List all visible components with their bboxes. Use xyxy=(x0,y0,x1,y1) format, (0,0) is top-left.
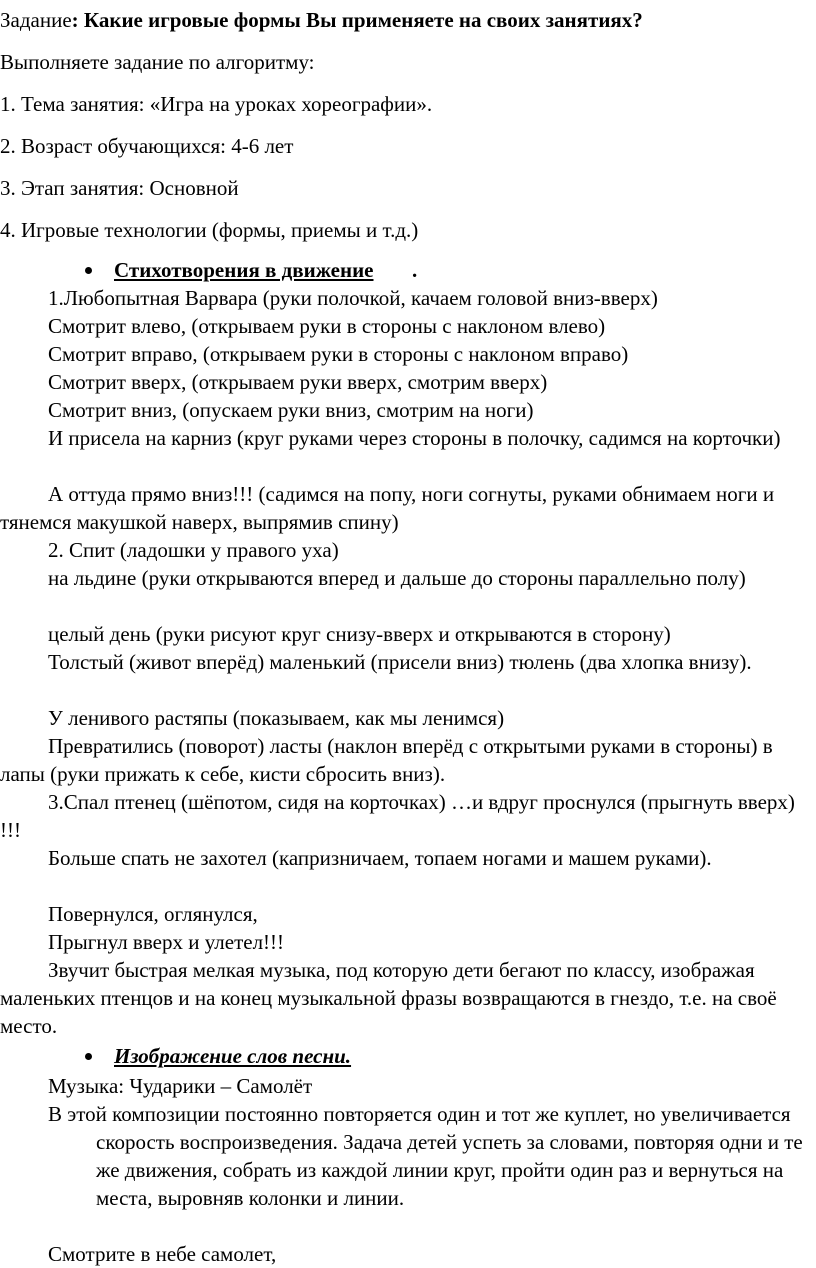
poem-line: Смотрит вниз, (опускаем руки вниз, смотрим на ноги) xyxy=(48,398,534,422)
section2-heading: Изображение слов песни. xyxy=(114,1044,352,1068)
poem-line: А оттуда прямо вниз!!! (садимся на попу, ноги согнуты, руками обнимаем ноги и тянемся макушкой наверх, выпрямив спину) xyxy=(0,482,775,534)
poem-line: 1.Любопытная Варвара (руки полочкой, качаем головой вниз-вверх) xyxy=(48,286,658,310)
poem-line: Повернулся, оглянулся, xyxy=(48,902,258,926)
poem-line: Звучит быстрая мелкая музыка, под которую дети бегают по классу, изображая маленьких птенцов и на конец музыкальной фразы возвращаются в гнездо, т.е. на своё место. xyxy=(0,958,777,1038)
poem-line: Смотрит вверх, (открываем руки вверх, смотрим вверх) xyxy=(48,370,548,394)
poem-line: У ленивого растяпы (показываем, как мы ленимся) xyxy=(48,706,505,730)
poem-line: Толстый (живот вперёд) маленький (присели вниз) тюлень (два хлопка внизу). xyxy=(48,650,752,674)
song-last-line: Смотрите в небе самолет, xyxy=(48,1242,277,1266)
task-line xyxy=(0,6,643,34)
poem-line: на льдине (руки открываются вперед и дальше до стороны параллельно полу) xyxy=(48,566,746,590)
algorithm-item-2: 2. Возраст обучающихся: 4-6 лет xyxy=(0,134,294,158)
task-question: : Какие игровые формы Вы применяете на своих занятиях? xyxy=(71,8,643,32)
task-label: Задание xyxy=(0,8,72,32)
algorithm-item-4: 4. Игровые технологии (формы, приемы и т.д.) xyxy=(0,218,419,242)
bullet-icon xyxy=(85,1053,92,1060)
algorithm-item-1: 1. Тема занятия: «Игра на уроках хореографии». xyxy=(0,92,433,116)
section1-heading-tail: . xyxy=(412,258,418,282)
poem-line: Смотрит влево, (открываем руки в стороны с наклоном влево) xyxy=(48,314,606,338)
algorithm-item-3: 3. Этап занятия: Основной xyxy=(0,176,239,200)
intro-text: Выполняете задание по алгоритму: xyxy=(0,50,315,74)
poem-line: Превратились (поворот) ласты (наклон вперёд с открытыми руками в стороны) в лапы (руки прижать к себе, кисти сбросить вниз). xyxy=(0,734,773,786)
poem-line: 3.Спал птенец (шёпотом, сидя на корточках) …и вдруг проснулся (прыгнуть вверх) !!! xyxy=(0,790,795,842)
section1-heading: Стихотворения в движение xyxy=(114,258,374,282)
poem-line: Больше спать не захотел (капризничаем, топаем ногами и машем руками). xyxy=(48,846,712,870)
music-line: Музыка: Чударики – Самолёт xyxy=(48,1074,313,1098)
poem-line: целый день (руки рисуют круг снизу-вверх и открываются в сторону) xyxy=(48,622,671,646)
poem-line: Смотрит вправо, (открываем руки в стороны с наклоном вправо) xyxy=(48,342,629,366)
poem-line: 2. Спит (ладошки у правого уха) xyxy=(48,538,339,562)
song-description: В этой композиции постоянно повторяется один и тот же куплет, но увеличивается скорость воспроизведения. Задача детей успеть за словами, повторяя одни и те же движения, собрать из каждой линии круг, пройти один раз и вернуться на места, выровняв колонки и линии. xyxy=(48,1102,803,1210)
poem-line: Прыгнул вверх и улетел!!! xyxy=(48,930,285,954)
bullet-icon xyxy=(85,267,92,274)
poem-line: И присела на карниз (круг руками через стороны в полочку, садимся на корточки) xyxy=(48,426,781,450)
